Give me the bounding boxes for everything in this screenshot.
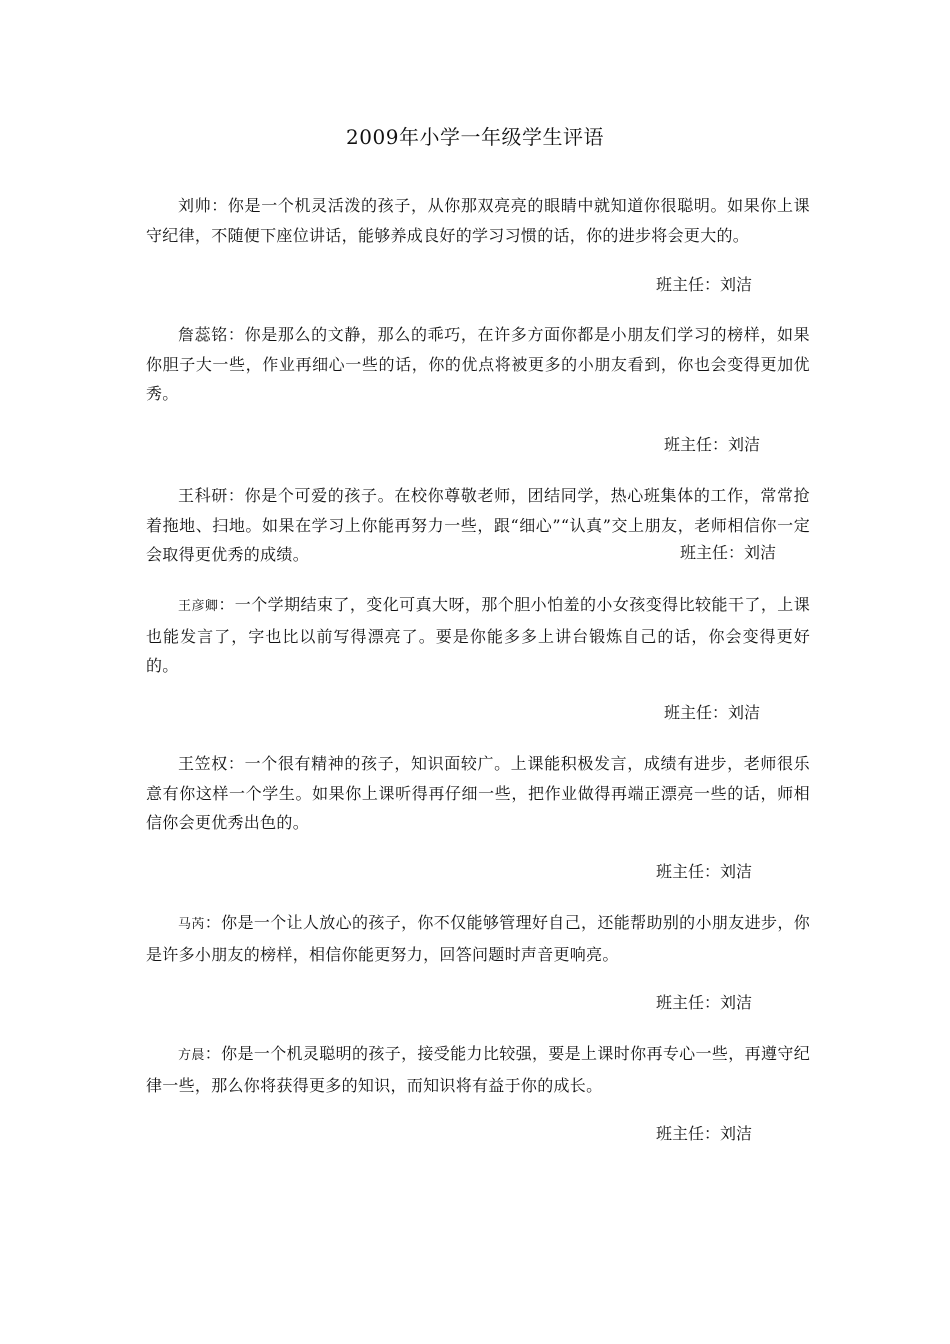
teacher-signature: 班主任：刘洁 (656, 1124, 753, 1143)
comment-text: 一个学期结束了，变化可真大呀，那个胆小怕羞的小女孩变得比较能干了，上课也能发言了，字也比以前写得漂亮了。要是你能多多上讲台锻炼自己的话，你会变得更好的。 (146, 595, 810, 675)
comment-paragraph (146, 749, 810, 838)
comment-paragraph (146, 590, 810, 681)
comment-paragraph (146, 908, 810, 969)
document-title: 2009年小学一年级学生评语 (346, 125, 604, 149)
comment-text: 你是那么的文静，那么的乖巧，在许多方面你都是小朋友们学习的榜样，如果你胆子大一些，作业再细心一些的话，你的优点将被更多的小朋友看到，你也会变得更加优秀。 (146, 325, 810, 403)
name-separator: ： (211, 196, 228, 215)
student-name: 王科研 (178, 486, 228, 505)
name-separator: ： (218, 595, 235, 614)
comment-text: 你是一个机灵活泼的孩子，从你那双亮亮的眼睛中就知道你很聪明。如果你上课守纪律，不随便下座位讲话，能够养成良好的学习习惯的话，你的进步将会更大的。 (146, 196, 810, 245)
comment-text: 你是一个让人放心的孩子，你不仅能够管理好自己，还能帮助别的小朋友进步，你是许多小朋友的榜样，相信你能更努力，回答问题时声音更响亮。 (146, 913, 810, 964)
student-comment-entry (146, 908, 810, 969)
comment-paragraph (146, 1039, 810, 1100)
name-separator: ： (227, 325, 245, 344)
comment-text: 你是个可爱的孩子。在校你尊敬老师，团结同学，热心班集体的工作，常常抢着拖地、扫地。如果在学习上你能再努力一些，跟“细心”“认真”交上朋友，老师相信你一定会取得更优秀的成绩。 (146, 486, 810, 564)
student-comment-entry (146, 320, 810, 409)
teacher-signature: 班主任：刘洁 (664, 435, 761, 454)
teacher-signature: 班主任：刘洁 (664, 703, 761, 722)
student-name: 王彦卿 (178, 599, 219, 614)
name-separator: ： (227, 486, 245, 505)
comment-paragraph (146, 191, 810, 250)
name-separator: ： (204, 1044, 222, 1063)
student-name: 方晨 (178, 1048, 205, 1063)
name-separator: ： (227, 754, 245, 773)
student-name: 王笠权 (178, 754, 228, 773)
teacher-signature: 班主任：刘洁 (656, 275, 753, 294)
student-comment-entry (146, 1039, 810, 1100)
student-comment-entry (146, 749, 810, 838)
name-separator: ： (204, 913, 222, 932)
student-name: 刘帅 (178, 196, 212, 215)
comment-paragraph (146, 320, 810, 409)
student-name: 詹蕊铭 (178, 325, 228, 344)
student-comment-entry (146, 191, 810, 250)
comment-text: 你是一个机灵聪明的孩子，接受能力比较强，要是上课时你再专心一些，再遵守纪律一些，那么你将获得更多的知识，而知识将有益于你的成长。 (146, 1044, 810, 1095)
student-comment-entry (146, 590, 810, 681)
teacher-signature: 班主任：刘洁 (656, 862, 753, 881)
teacher-signature: 班主任：刘洁 (656, 993, 753, 1012)
comment-text: 一个很有精神的孩子，知识面较广。上课能积极发言，成绩有进步，老师很乐意有你这样一个学生。如果你上课听得再仔细一些，把作业做得再端正漂亮一些的话，师相信你会更优秀出色的。 (146, 754, 810, 832)
student-name: 马芮 (178, 917, 205, 932)
teacher-signature: 班主任：刘洁 (680, 543, 777, 562)
